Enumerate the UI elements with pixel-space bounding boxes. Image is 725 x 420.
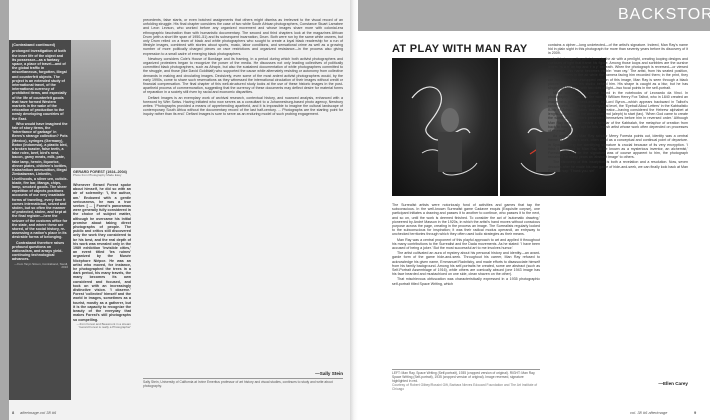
photo-caption: GERARD FOREST (1924–2004)	[73, 170, 127, 174]
caption-rule	[392, 369, 540, 370]
review-bio: Sally Stein, University of California at Irvine Emeritus professor of art history and visual studies, continues to study and write about photography.	[143, 380, 333, 388]
article-paragraph: The discovery of this inscription is both a revelation and a resolution. Now, seven decades after he made his own game of hide-and-seek, we can finally look back at Man Ray and say: 'Thank you, sir!'	[548, 160, 688, 173]
review-paragraph: Newbury considers Cole's House of Bondage and its framing, in a period during which both activist photographers and organized protesters began to recognize the power of the media. He discusses not only leading collectives of politically committed black photographers, such as Afrapix, but also the sustained documentation of white photographers committed to the struggle, and those (like David Goldblatt) who supported the cause while alternately resisting or autonomy from collective demands in making and circulating images. Decisively, even some of the most ardent activist photographers would, by the early 1990s, come to share such reservations as they witnessed the international circulation of their images without credit or financial compensation. The final chapter of this well-structured study looks at the use of these historic images in the post-apartheid process of commemoration, suggesting that the currency of these documents may deflect desire for material forms of reparation in a society still riven by racial and economic disparities.	[143, 56, 343, 95]
quote-text: Whenever Gerard Forest spoke about himself, he did so with an air of solemnity: 'I, the author, am.' Endowed with a gentle seriousness, he was a true seeker. [ ... ] Forest's panoramas were generally fully considered in the choice of subject matter, although he overcame his initial promise about taking direct photographs of people. The public and critics still discovered only the work they considered to be his best, and the real depth of his work was revealed only in the 1989 exhibition 'Invisible cities,' an event titled 'les ruines' organized by the Musée Nicéphore Niépce. He was an artist who moved, for instance, he photographed the trees in a dark period, his many travels, the many becomes its own considered and focused, and took on with an increasingly distinctive vision. 'I observe.' Forest 'collected' himself and the world in images, sometimes as a tourist, mostly as a gatherer, but it is the capacity to recognize the beauty of the everyday that makes Forest's still photographs so compelling.	[73, 183, 131, 322]
quote-column	[73, 183, 131, 383]
light-scribble-left	[392, 58, 498, 196]
article-paragraph: The Surrealist artists were notoriously fond of activities and games that tap the subconscious. In the well-known Surrealist game Cadavre exquis (Exquisite corpse), one participant initiates a drawing and passes it to another to continue, who passes it to the next, and so on, until the work is deemed finished. To consider the act of 'automatic drawing,' pioneered by André Masson in the 1920s, in which the artist's hand moves without conscious purpose across the page, creating in the process an image. The Surrealists regularly looked to the subconscious for inspiration; it was their radical modus operandi, an entryway to unchecked territories through which they often used ludic strategies as their means.	[392, 203, 540, 237]
article-signature: —Ellen Carey	[658, 381, 688, 386]
article-paragraph: In this image, the artist draws in the air with a penlight, creating looping designs and curlicues of light that frame his figure. Among those loops and scribbles are the cursive letters 'm a n' on top and 'r a y' beneath. When the photograph is reversed—or viewed in a mirror—his name becomes visible: 'man ray.' The artist, from his seated position, drew the letters in the air while the camera facing him recorded them; in the print, they are hidden. In the uncropped version of this image, Man Ray is seen through a black picture frame with his studio behind him. His shape is caught as a blur, but he has singled out his eyes with two dots of light—two focal points in the self-portrait.	[548, 56, 688, 91]
sidebar-end: Contraband therefore raises profound questions on nationalism, and arrays yield-continuing technological advances.	[12, 240, 65, 262]
man-ray-photo-left	[392, 58, 498, 196]
section-label: BACKSTORY	[618, 6, 725, 23]
signature-rule	[143, 378, 343, 379]
sidebar-box	[9, 40, 71, 400]
article-paragraph: contains a cipher—long undetected—of the artist's signature. Indeed, Man Ray's name hid in plain sight in this photograph for more than seventy years before its discovery of it in 2009.	[548, 43, 688, 56]
caption-text: LEFT: Man Ray, Space Writing (Self-portrait), 1935 (cropped version of original). RIGHT: Man Ray, Space Writing (Self-portrait), 1935 (cropped version of original). Image reversed, signature highlighted in red.	[392, 371, 536, 383]
left-page-number: 8	[12, 410, 15, 415]
quote-credit: —from Forest and Beaumont in a stream 'Gerard Forest is really a Photographer'	[76, 321, 131, 330]
forest-photo	[71, 40, 111, 168]
sidebar-credit: —from Taryn Simon, Contraband, Steidl, 2010	[14, 261, 68, 270]
caption-credit: Courtesy of Robert Gilbey/Rossini Gift, Barbara Nieves Edouard Foundation and The Art Institute of Chicago	[392, 383, 538, 391]
sidebar-body: Who would have imagined the fate of story items, the 'inheritance of garbage' in Beres's strange collection? Pots (Mexico), syringes (Germany), Botox (Indonesia), a plastic bird, a broken toaster, false teeth, a fake rolex, beef, bird's nest, bacon, gamy meats, milk, pate, fake lamp, heroin, liquorice, dinner plates, children's bottles, Kalashnikov ammunition, illegal Zimbabwean, LinkedIn, Livelihoods, a silver urn, cuticle-blade, fire bar, Manga, chips, lamp, smoked goods. The sheer repetition of objects positions accounts of our very insatiable forms of traveling, every time it comes international, seized and stolen, but so often the manner of protected, stolen, and kept at the final register—here the seizure of the customs office for the state, and where these are stored, of the social history, re-assessing a nation's place in its desirable forms of belonging.	[12, 121, 68, 240]
gutter-shadow	[350, 0, 358, 420]
sidebar-intro: prolonged investigation of both the inner life of the object and its possessor—as a fantasy space, a place of travel—and of the global traffic in miscellaneous, forgotten, illegal and counterfeit objects. The project is an extended study of international travel, of the international currency of prohibited items, and especially of the life of counterfeit goods that have formed Western markets in the wake of the relocation of production to the newly developing countries of the East.	[12, 49, 67, 121]
article-column-left	[392, 203, 540, 361]
photo-caption-right	[392, 371, 540, 391]
review-paragraph: Defiant Images is an exemplary work of archival research, contextual history, and nuanced analysis, enhanced with a foreword by Wim Swiss. Having initiated who now serves as a consultant to a Johannesburg-based photo agency, Newbury writes: 'Photographs provided a means of apprehending apartheid, and it is impossible to imagine the cultural landscape of contemporary South Africa without the documentary record of the last half-century. ... Photographs are the starting point for inquiry rather than its end.' Defiant Images is sure to serve as an enduring model of such probing engagement.	[143, 95, 343, 117]
left-margin-band	[0, 0, 9, 420]
review-column	[143, 18, 343, 373]
forest-photo-caption-box	[71, 168, 133, 178]
right-page-number: 9	[694, 410, 697, 415]
article-column-right	[548, 43, 688, 373]
right-folio: vol. 38 #6 afterimage	[630, 410, 668, 415]
article-paragraph: That mischievous obfuscation was characteristically expressed in a 1935 photographic self-portrait titled Space Writing, which	[392, 277, 540, 286]
article-paragraph: Mirror writing is of course found in the notebooks of Leonardo da Vinci. In photography, we see it in the work of William Henry Fox Talbot, who in 1840 created an image of a poem hand-written by Lord Byron—which appears backward in Talbot's contact print. Interesting on a mystical level, the 'Eyeball Alloul Letters' in the Kabbalistic Book of Zohar indicates that the Creator—having considered the Hebrew alphabet at length—constructed the world from end (aleph) to start (tav). 'When God came to create the world, all the letters presented themselves before him in reversed order.' Although Man Ray was by no means a scholar of the Kabbalah, the metaphor of creation from back to front seems apt for this Jewish artist whose work often depended on processes of reversal.	[548, 91, 688, 134]
sidebar-continued: (Contraband continued)	[12, 43, 56, 47]
left-folio: afterimage.vol 38 #6	[20, 410, 57, 415]
review-paragraph: precedents, false starts, or even botched assignments that others might dismiss as irrelevant to the visual record of an unfolding struggle. His final chapter considers the case of two white South African photographers, Constance Stuart Larrabee and Leon Levson, who worked before any organized movement and whose images share more with colonial-era ethnographic fascination than with humanistic documentary. The second and third chapters look at the magazines African Drum (with a short life span of 1950–51) and its subsequent incarnation, Drum. Both were run by the same white owners, but only Drum relied on a team of black and white photographers who sought to create a loyal black readership for a run of lifestyle images, combined with stories about sports, music, labor conditions, and sensational crime as well as a growing number of more politically charged pieces on race restrictions and organized resistance—in the process also giving expression to a small cadre of emerging black photographers.	[143, 18, 343, 56]
article-headline: AT PLAY WITH MAN RAY	[392, 43, 528, 55]
photo-caption-sub: Photo from Photography Made Easy	[73, 173, 122, 178]
review-signature: —Sally Stein	[315, 371, 343, 376]
article-paragraph: As curator and Man Ray scholar Merry Foresta points out, identity was a central theme in the artist's work, often used as a conceptual and continual point of departure. In Space Writing the identifying signature is crucial because of its very encryption. 'I think it mattered to Man Ray to be known as a mysterious inventor, an alchemist,' Foresta says. While the signature was of course apparent to him, the photograph remained for many years an 'abstract image' to others.	[548, 134, 688, 160]
article-paragraph: Man Ray was a central proponent of this playful approach to art and applied it throughout his many contributions to the Surrealist and the Dada movements. As he stated: 'I have been accused of being a joker.' But the most successful art to me involves humor.'	[392, 237, 540, 251]
article-paragraph: The artist cultivated an aura of mystery about his personal history and identity—an avant-garde form of the game hide-and-seek. Throughout his career, Man Ray refused to acknowledge his given name, Emmanuel Radnitzky, and made efforts to disassociate himself from his family background. Among his self-portraits he created, some are abstract (such as Self-Portrait Assemblage of 1916), while others are comically absurd (one 1943 image has his face bearded and mustachioed on one side, clean shaven on the other).	[392, 251, 540, 277]
